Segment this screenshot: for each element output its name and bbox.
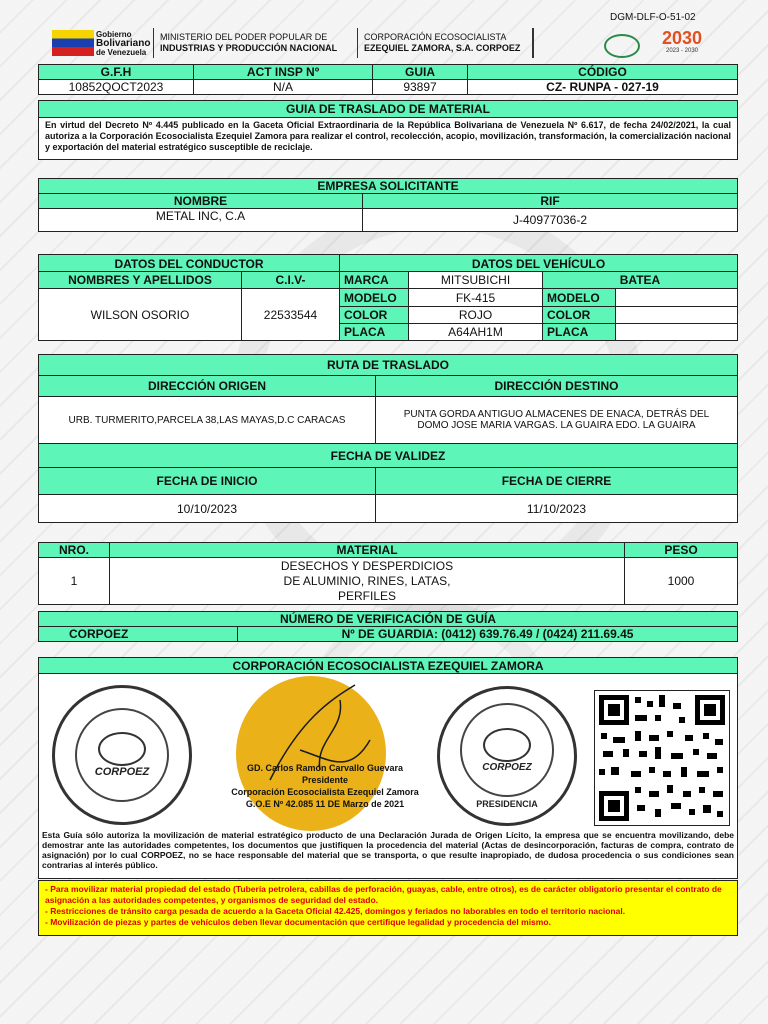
qr-code <box>594 690 730 826</box>
material-line3: PERFILES <box>337 588 397 603</box>
ruta-destino: PUNTA GORDA ANTIGUO ALMACENES DE ENACA, DETRÁS DEL DOMO JOSE MARIA VARGAS. LA GUAIRA EDO. LA GUAIRA <box>375 396 738 444</box>
batea-color-value <box>615 306 738 324</box>
material-line1: DESECHOS Y DESPERDICIOS <box>280 558 454 573</box>
gfh-value: 10852QOCT2023 <box>38 79 194 95</box>
vehiculo-modelo: FK-415 <box>408 288 543 307</box>
vehiculo-color-label: COLOR <box>339 306 409 324</box>
vehiculo-marca-label: MARCA <box>339 271 409 289</box>
empresa-nombre: METAL INC, C.A <box>38 208 363 232</box>
material-line2: DE ALUMINIO, RINES, LATAS, <box>283 573 451 588</box>
firma-role: Presidente <box>301 775 349 785</box>
guia-text: En virtud del Decreto Nº 4.445 publicado en la Gaceta Oficial Extraordinaria de la República Bolivariana de Venezuela Nº 6.617, de fecha 24/02/2021, la cual autoriza a la Corporación Ecosocialista Ezequiel Zamora para realizar el control, recolección, acopio, movilización, transformación, la comercialización nacional y exportación del material estratégico susceptible de reciclaje. <box>45 120 731 152</box>
empresa-title: EMPRESA SOLICITANTE <box>38 178 738 194</box>
empresa-rif-header: RIF <box>362 193 738 209</box>
conductor-civ-header: C.I.V- <box>241 271 340 289</box>
document-code: DGM-DLF-O-51-02 <box>610 12 696 23</box>
validez-inicio-header: FECHA DE INICIO <box>38 467 376 495</box>
globe-icon-right <box>483 728 531 762</box>
vehiculo-color: ROJO <box>408 306 543 324</box>
batea-placa-label: PLACA <box>542 323 616 341</box>
ruta-destino-header: DIRECCIÓN DESTINO <box>375 375 738 397</box>
codigo-value: CZ- RUNPA - 027-19 <box>467 79 738 95</box>
verificacion-corpoez: CORPOEZ <box>38 626 238 642</box>
vehiculo-placa-label: PLACA <box>339 323 409 341</box>
validez-cierre-header: FECHA DE CIERRE <box>375 467 738 495</box>
material-header: MATERIAL <box>109 542 625 558</box>
verificacion-title: NÚMERO DE VERIFICACIÓN DE GUÍA <box>38 611 738 627</box>
vehiculo-title: DATOS DEL VEHÍCULO <box>339 254 738 272</box>
guia-title: GUIA DE TRASLADO DE MATERIAL <box>39 101 737 118</box>
material-peso-header: PESO <box>624 542 738 558</box>
gov-logo-line3: de Venezuela <box>96 48 147 57</box>
material-peso: 1000 <box>624 557 738 605</box>
conductor-title: DATOS DEL CONDUCTOR <box>38 254 340 272</box>
guia-value: 93897 <box>372 79 468 95</box>
firma-goe: G.O.E Nº 42.085 11 DE Marzo de 2021 <box>245 799 405 809</box>
validez-title: FECHA DE VALIDEZ <box>38 443 738 468</box>
vehiculo-batea-header: BATEA <box>542 271 738 289</box>
logo-2030-sub: 2023 - 2030 <box>665 48 699 54</box>
seal-right-bottom: PRESIDENCIA <box>476 799 538 809</box>
batea-modelo-label: MODELO <box>542 288 616 307</box>
verificacion-guardia: Nº DE GUARDIA: (0412) 639.76.49 / (0424) 211.69.45 <box>237 626 738 642</box>
venezuela-flag-icon <box>52 30 94 56</box>
corp-line2: EZEQUIEL ZAMORA, S.A. CORPOEZ <box>364 43 521 53</box>
note-item: - Restricciones de tránsito carga pesada de acuerdo a la Gaceta Oficial 42.425, domingos y feriados no laborables en todo el territorio nacional. <box>45 906 626 916</box>
presidencia-seal <box>437 686 577 826</box>
batea-placa-value <box>615 323 738 341</box>
globe-icon <box>98 732 146 766</box>
validez-cierre: 11/10/2023 <box>375 494 738 523</box>
gov-logo-line1: Gobierno <box>96 30 132 39</box>
logo-2030: 2030 <box>661 28 703 48</box>
note-item: - Para movilizar material propiedad del estado (Tubería petrolera, cabillas de perforación, guayas, cable, entre otros), es de carácter obligatorio presentar el contrato de asignación a las autoridades competentes, y organismos de seguridad del estado. <box>45 884 722 905</box>
batea-color-label: COLOR <box>542 306 616 324</box>
corpoez-seal-left <box>52 685 192 825</box>
note-item: - Movilización de piezas y partes de vehículos deben llevar documentación que certifique legalidad y procedencia del mismo. <box>45 917 551 927</box>
validez-inicio: 10/10/2023 <box>38 494 376 523</box>
ruta-origen-header: DIRECCIÓN ORIGEN <box>38 375 376 397</box>
act-insp-value: N/A <box>193 79 373 95</box>
gov-logo-line2: Bolivariano <box>96 38 151 49</box>
vehiculo-modelo-label: MODELO <box>339 288 409 307</box>
material-nro: 1 <box>38 557 110 605</box>
seal-left-text: CORPOEZ <box>94 766 150 778</box>
ruta-title: RUTA DE TRASLADO <box>38 354 738 376</box>
vehiculo-marca: MITSUBICHI <box>408 271 543 289</box>
conductor-nombre: WILSON OSORIO <box>38 288 242 341</box>
empresa-rif: J-40977036-2 <box>362 208 738 232</box>
guia-header: GUIA <box>372 64 468 80</box>
gfh-header: G.F.H <box>38 64 194 80</box>
notes-box <box>38 880 738 936</box>
act-insp-header: ACT INSP Nº <box>193 64 373 80</box>
conductor-nombres-header: NOMBRES Y APELLIDOS <box>38 271 242 289</box>
ministry-line1: MINISTERIO DEL PODER POPULAR DE <box>160 32 328 42</box>
conductor-civ: 22533544 <box>241 288 340 341</box>
ministry-line2: INDUSTRIAS Y PRODUCCIÓN NACIONAL <box>160 43 338 53</box>
codigo-header: CÓDIGO <box>467 64 738 80</box>
firma-name: GD. Carlos Ramón Carvallo Guevara <box>246 763 404 773</box>
disclaimer-text: Esta Guía sólo autoriza la movilización de material estratégico producto de una Declaración Jurada de Origen Lícito, la empresa que se encuentra movilizando, debe demostrar ante las autoridades competentes, los documentos que justifiquen la procedencia del material (Actas de desincorporación, facturas de compra, contrato de asignación) por lo cual CORPOEZ, no se hace responsable del material que se transporta, o que resulte inapropiado, de dudosa procedencia o sus condiciones sean contrarias al interés público. <box>42 830 734 870</box>
seal-right-text: CORPOEZ <box>482 761 532 773</box>
empresa-nombre-header: NOMBRE <box>38 193 363 209</box>
ruta-origen: URB. TURMERITO,PARCELA 38,LAS MAYAS,D.C CARACAS <box>38 396 376 444</box>
vehiculo-placa: A64AH1M <box>408 323 543 341</box>
guia-section <box>38 100 738 160</box>
material-nro-header: NRO. <box>38 542 110 558</box>
firma-title: CORPORACIÓN ECOSOCIALISTA EZEQUIEL ZAMORA <box>38 657 738 674</box>
corp-line1: CORPORACIÓN ECOSOCIALISTA <box>364 32 507 42</box>
firma-org: Corporación Ecosocialista Ezequiel Zamora <box>231 787 419 797</box>
batea-modelo-value <box>615 288 738 307</box>
corpoez-logo-icon <box>604 34 640 58</box>
